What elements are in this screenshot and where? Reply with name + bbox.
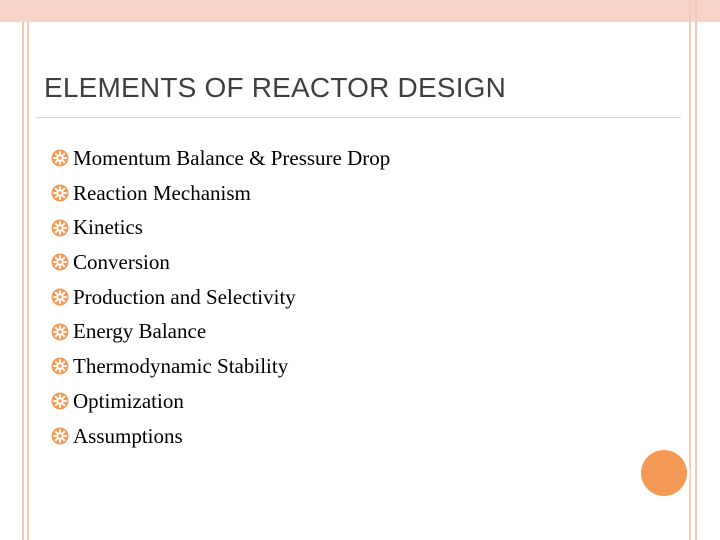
- slide-title: ELEMENTS OF REACTOR DESIGN: [44, 72, 507, 103]
- left-decorative-line: [22, 22, 24, 540]
- title-divider: [36, 117, 681, 118]
- gear-icon: [50, 322, 70, 342]
- gear-icon: [50, 183, 70, 203]
- bullet-item: [50, 280, 390, 315]
- bullet-text: Momentum Balance & Pressure Drop: [73, 146, 391, 170]
- left-decorative-line: [27, 22, 29, 540]
- bullet-item: [50, 141, 390, 176]
- bullet-list: [50, 141, 390, 453]
- bullet-text: Optimization: [73, 388, 184, 413]
- right-decorative-line: [689, 0, 691, 540]
- bullet-text: Thermodynamic Stability: [73, 354, 289, 379]
- bullet-item: [50, 349, 390, 384]
- gear-icon: [50, 391, 70, 411]
- bullet-text: Assumptions: [73, 423, 183, 448]
- gear-icon: [50, 356, 70, 376]
- bullet-item: [50, 419, 390, 454]
- gear-icon: [50, 426, 70, 446]
- top-decorative-stripe: [0, 0, 720, 22]
- bullet-item: [50, 314, 390, 349]
- right-decorative-line: [695, 0, 697, 540]
- bullet-text: Kinetics: [73, 215, 143, 240]
- bullet-item: [50, 245, 390, 280]
- bullet-text: Production and Selectivity: [73, 284, 296, 309]
- gear-icon: [50, 252, 70, 272]
- bullet-item: [50, 176, 390, 211]
- bullet-item: [50, 210, 390, 245]
- bullet-item: [50, 384, 390, 419]
- gear-icon: [50, 287, 70, 307]
- gear-icon: [50, 218, 70, 238]
- gear-icon: [50, 148, 70, 168]
- decorative-circle: [641, 450, 687, 496]
- bullet-text: Conversion: [73, 250, 170, 275]
- bullet-text: Energy Balance: [73, 319, 207, 344]
- bullet-text: Reaction Mechanism: [73, 180, 251, 205]
